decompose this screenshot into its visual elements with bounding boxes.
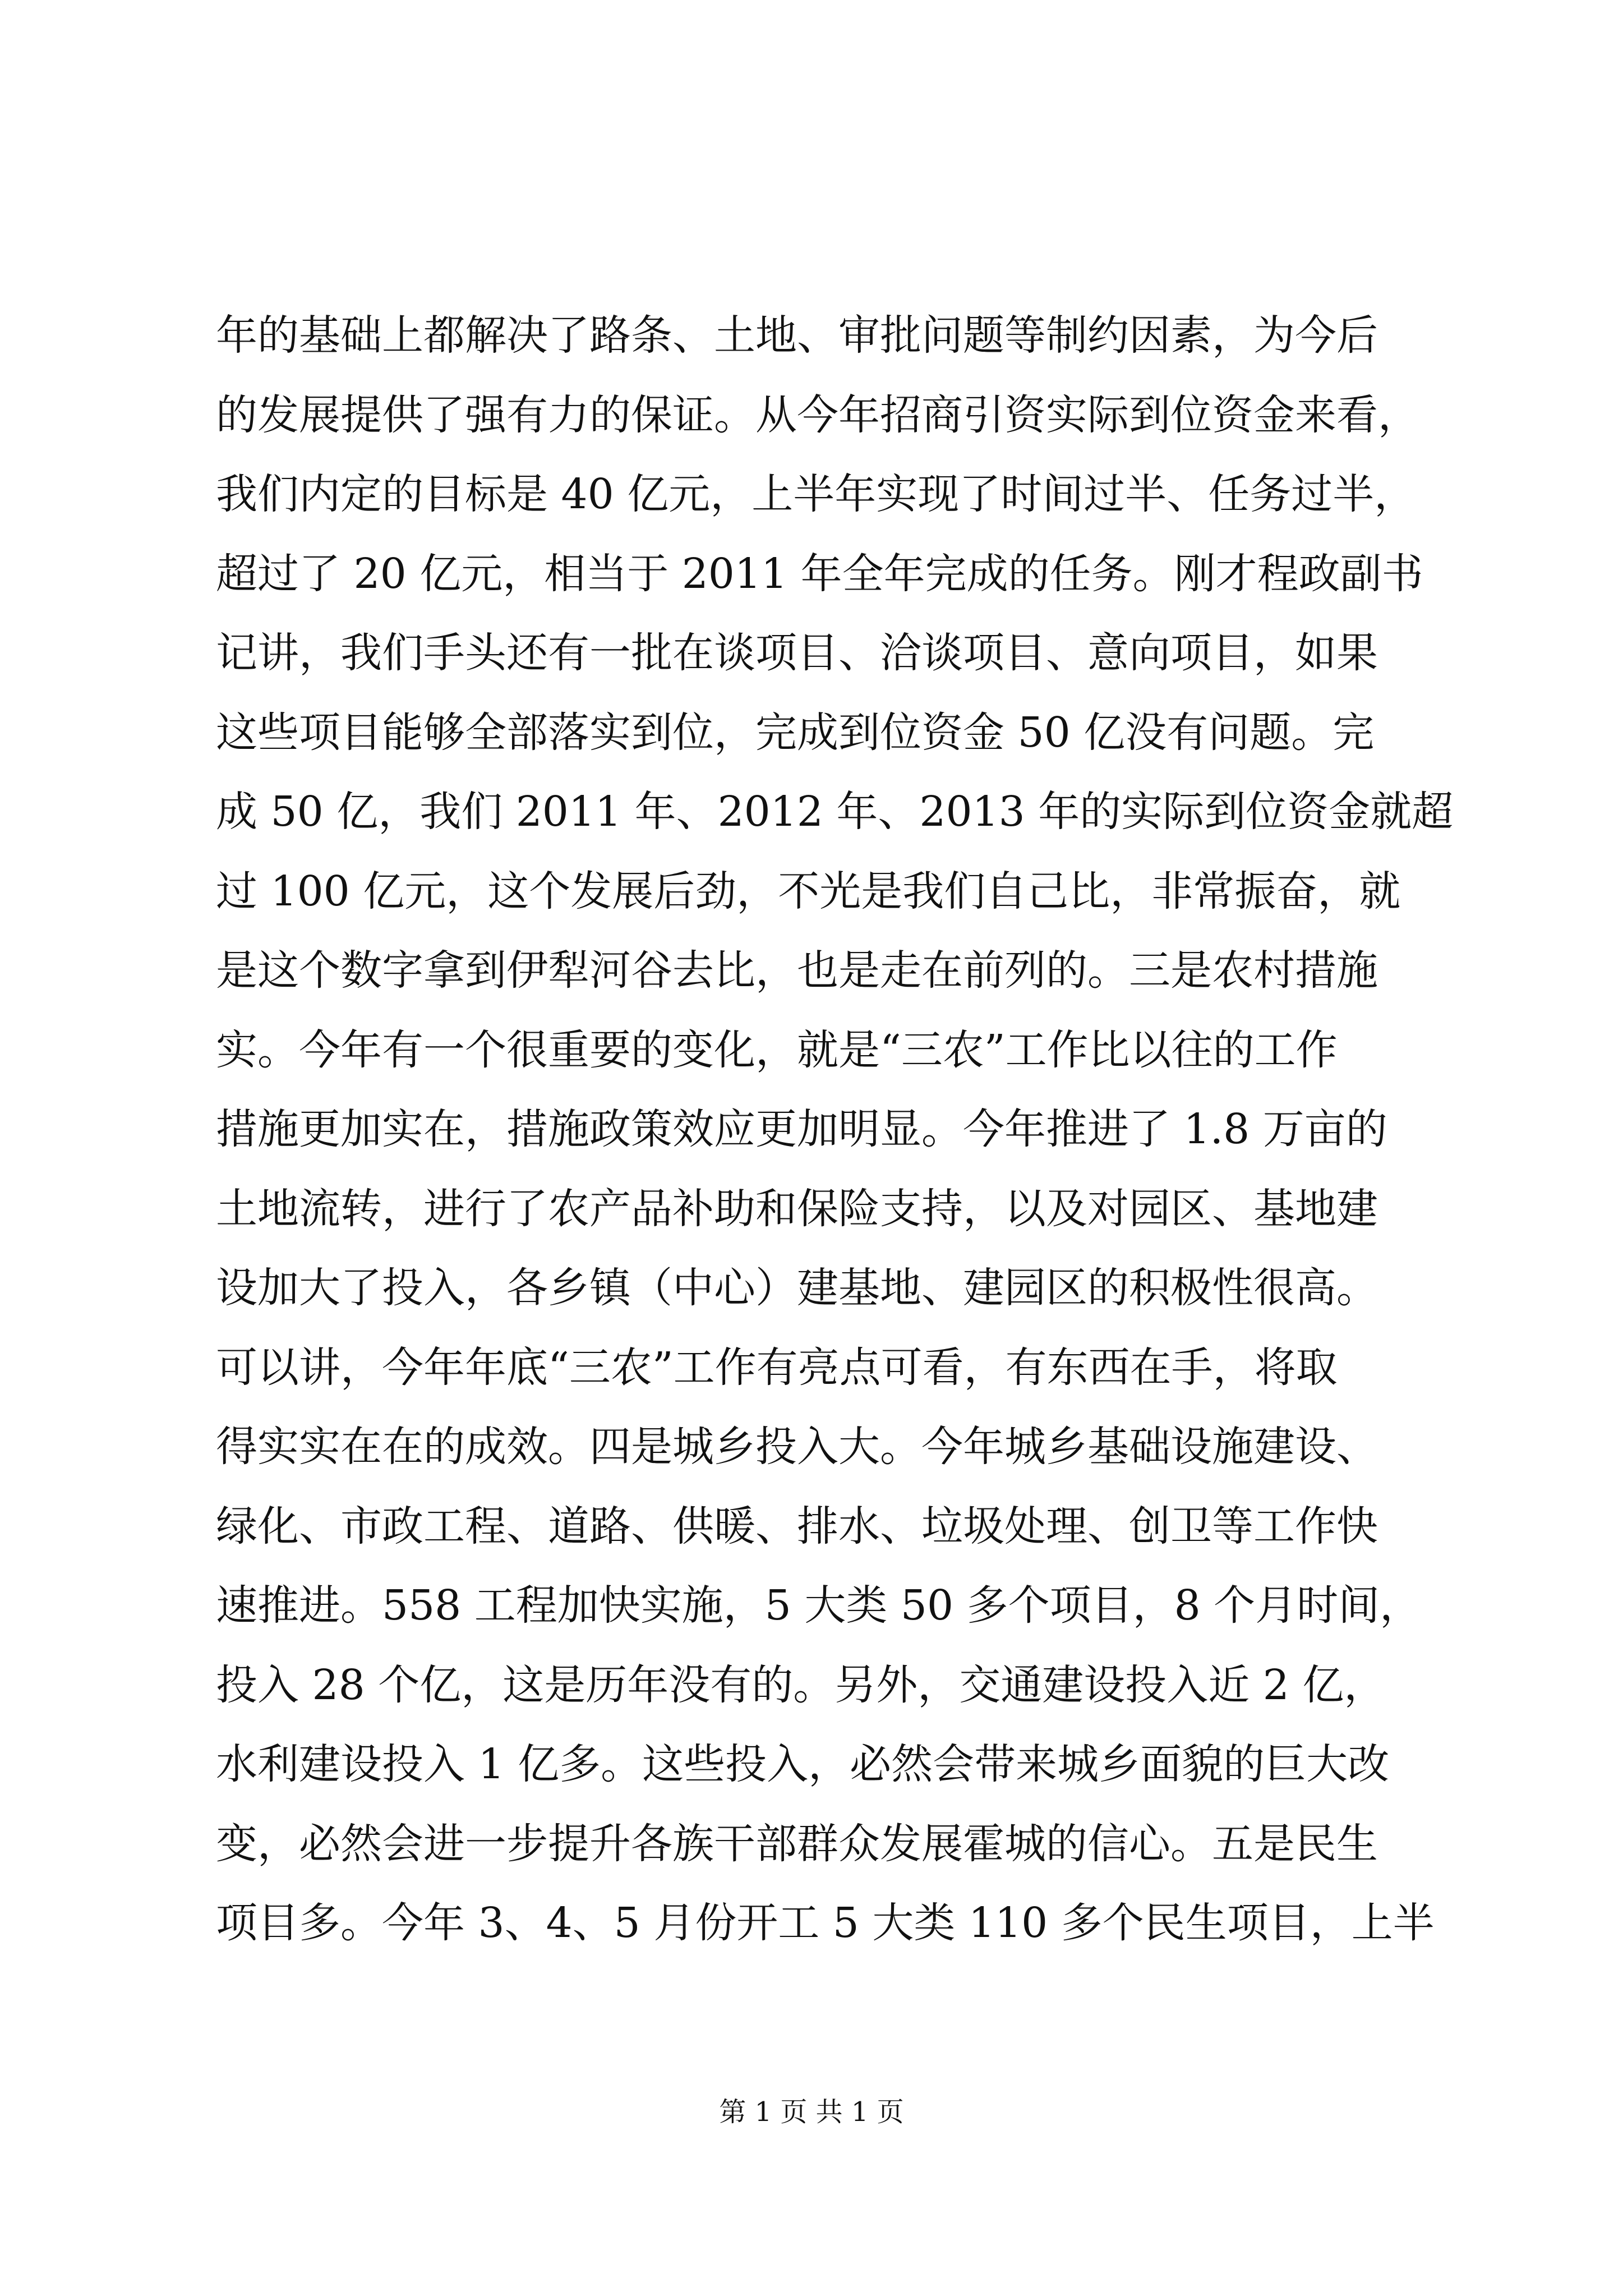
text-line: 投入 28 个亿，这是历年没有的。另外，交通建设投入近 2 亿，: [216, 1660, 1386, 1709]
text-line: 成 50 亿，我们 2011 年、2012 年、2013 年的实际到位资金就超: [216, 788, 1454, 836]
text-line: 我们内定的目标是 40 亿元，上半年实现了时间过半、任务过半，: [216, 470, 1416, 518]
text-line: 项目多。今年 3、4、5 月份开工 5 大类 110 多个民生项目，上半: [216, 1899, 1435, 1947]
page-footer: 第 1 页 共 1 页: [719, 2096, 904, 2128]
text-line: 得实实在在的成效。四是城乡投入大。今年城乡基础设施建设、: [216, 1423, 1378, 1471]
text-line: 超过了 20 亿元，相当于 2011 年全年完成的任务。刚才程政副书: [216, 549, 1423, 598]
text-line: 的发展提供了强有力的保证。从今年招商引资实际到位资金来看，: [216, 390, 1419, 439]
text-line: 速推进。558 工程加快实施，5 大类 50 多个项目，8 个月时间，: [216, 1581, 1422, 1630]
text-line: 实。今年有一个很重要的变化，就是“三农”工作比以往的工作: [216, 1025, 1338, 1074]
text-line: 水利建设投入 1 亿多。这些投入，必然会带来城乡面貌的巨大改: [216, 1740, 1390, 1788]
text-line: 年的基础上都解决了路条、土地、审批问题等制约因素，为今后: [216, 311, 1378, 360]
text-line: 绿化、市政工程、道路、供暖、排水、垃圾处理、创卫等工作快: [216, 1502, 1378, 1550]
text-line: 变，必然会进一步提升各族干部群众发展霍城的信心。五是民生: [216, 1819, 1378, 1868]
text-line: 措施更加实在，措施政策效应更加明显。今年推进了 1.8 万亩的: [216, 1105, 1387, 1153]
text-line: 是这个数字拿到伊犁河谷去比，也是走在前列的。三是农村措施: [216, 946, 1378, 995]
text-line: 记讲，我们手头还有一批在谈项目、洽谈项目、意向项目，如果: [216, 629, 1378, 677]
text-line: 这些项目能够全部落实到位，完成到位资金 50 亿没有问题。完: [216, 708, 1375, 757]
text-line: 设加大了投入，各乡镇（中心）建基地、建园区的积极性很高。: [216, 1264, 1378, 1312]
text-line: 可以讲，今年年底“三农”工作有亮点可看，有东西在手，将取: [216, 1343, 1338, 1392]
text-line: 土地流转，进行了农产品补助和保险支持，以及对园区、基地建: [216, 1184, 1378, 1233]
text-line: 过 100 亿元，这个发展后劲，不光是我们自己比，非常振奋，就: [216, 867, 1401, 915]
body-text: [216, 296, 1472, 1963]
